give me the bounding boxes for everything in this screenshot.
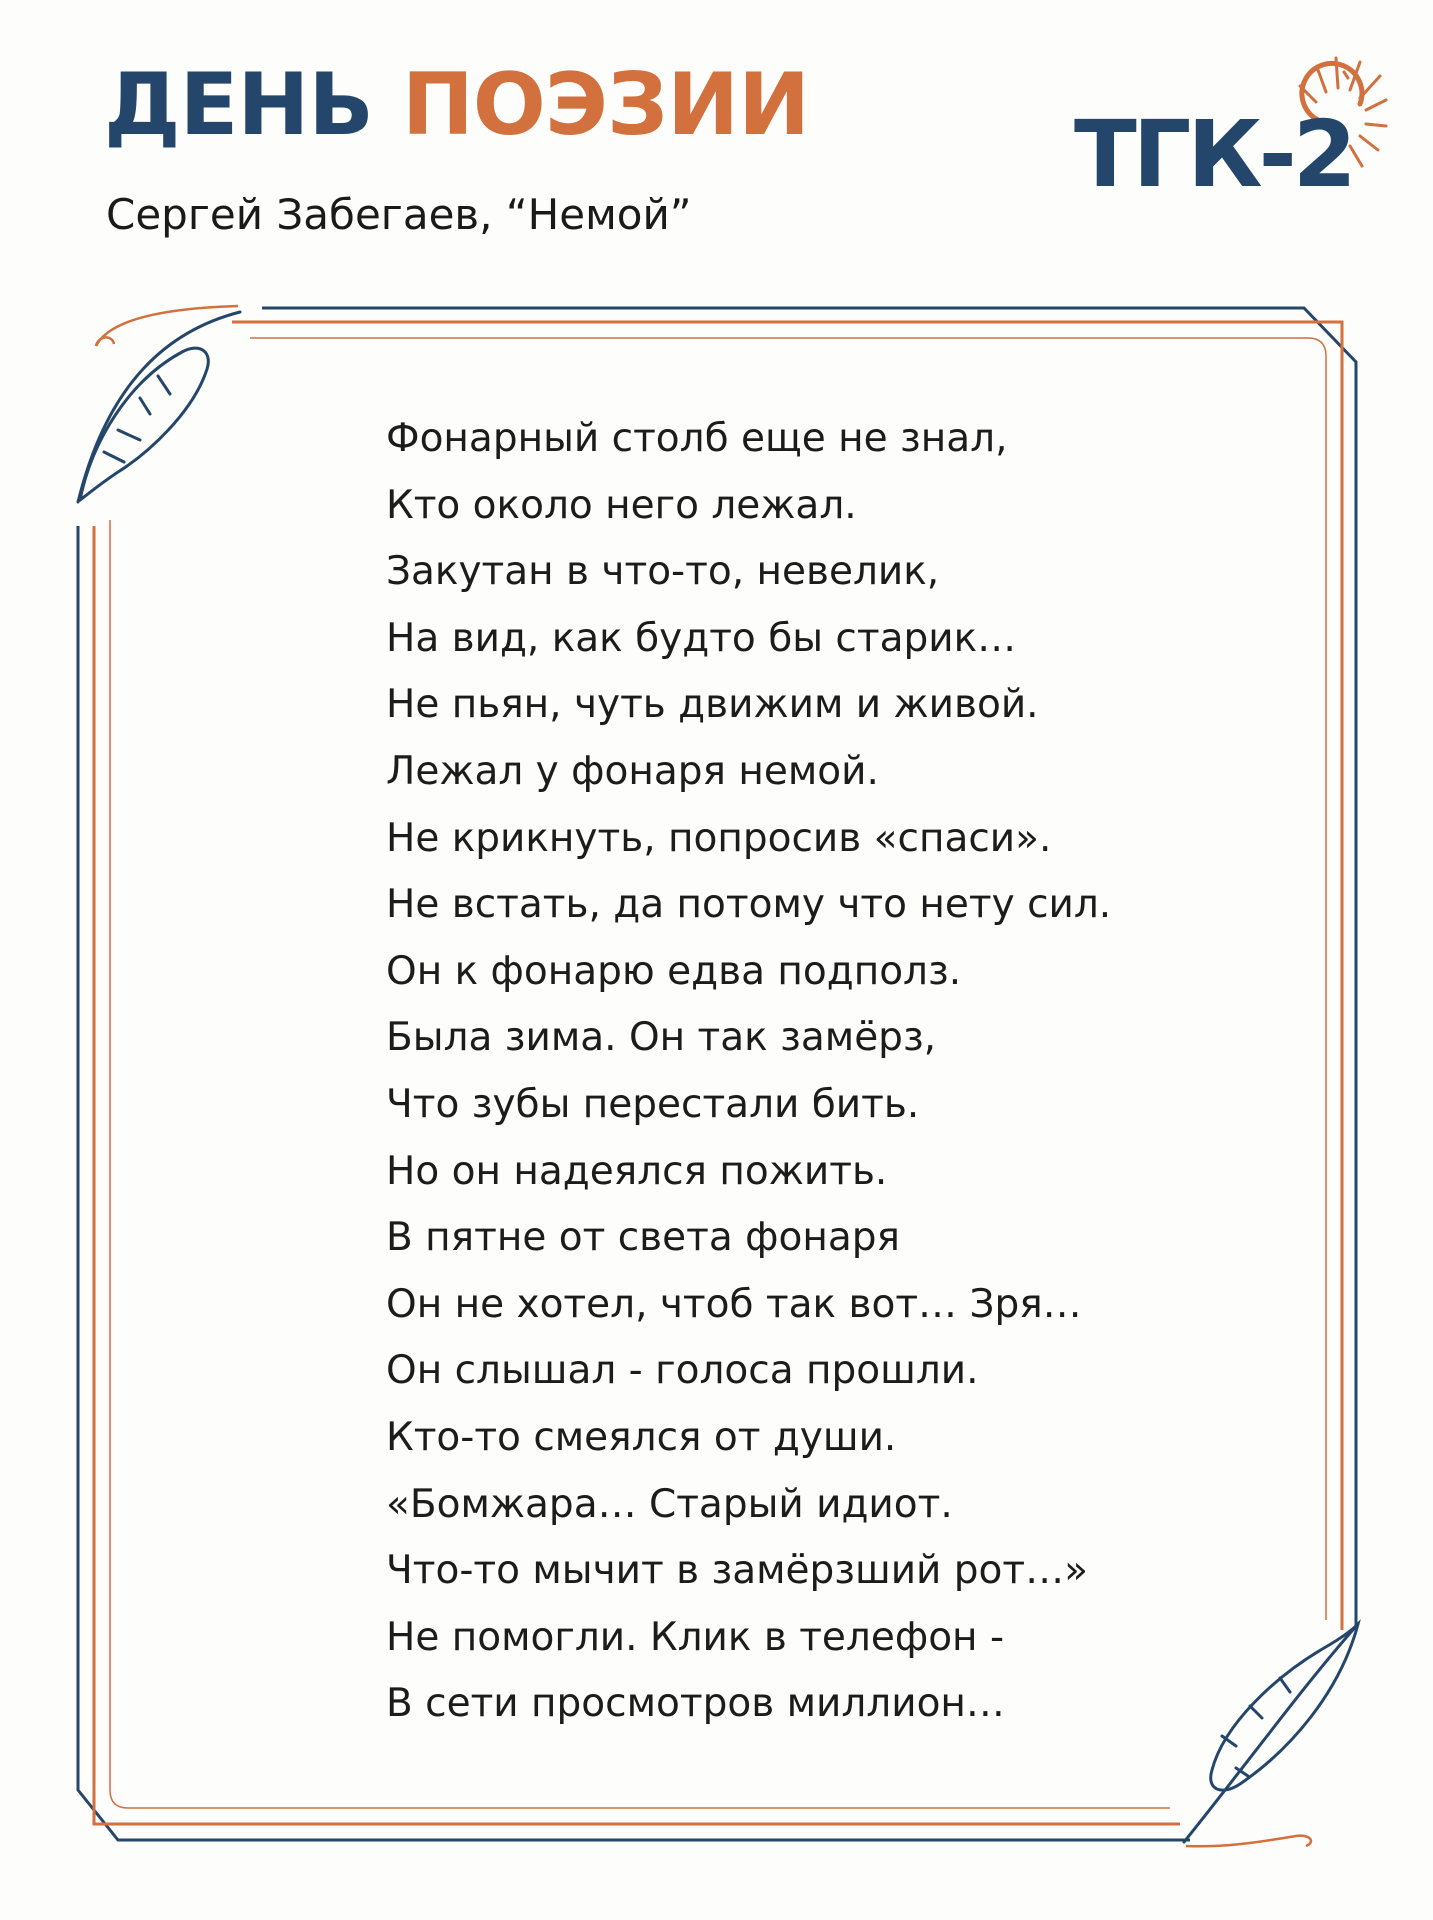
poem-line: Не пьян, чуть движим и живой.	[386, 682, 1039, 728]
poem-line: Фонарный столб еще не знал,	[386, 416, 1008, 461]
poem-line: Что зубы перестали бить.	[386, 1081, 920, 1127]
poem-line: Лежал у фонаря немой.	[386, 748, 879, 794]
feather-icon	[78, 312, 240, 502]
poem-line: Он к фонарю едва подполз.	[386, 948, 962, 994]
poem-line: «Бомжара… Старый идиот.	[386, 1481, 953, 1527]
poem-line: Не помогли. Клик в телефон -	[386, 1614, 1005, 1660]
poem-line: Не встать, да потому что нету сил.	[386, 882, 1112, 928]
poem-line: Не крикнуть, попросив «спаси».	[386, 815, 1052, 861]
poem-author-title: Сергей Забегаев, “Немой”	[106, 190, 692, 239]
poem-line: Кто около него лежал.	[386, 482, 857, 528]
page-title	[104, 55, 810, 155]
title-word-day: ДЕНЬ	[104, 55, 373, 155]
poem-line: Он слышал - голоса прошли.	[386, 1348, 979, 1394]
poem-line: На вид, как будто бы старик…	[386, 615, 1017, 661]
poem-line: Он не хотел, чтоб так вот… Зря…	[386, 1281, 1082, 1327]
poem-text	[386, 406, 1111, 1738]
poem-line: В сети просмотров миллион…	[386, 1681, 1005, 1727]
poem-line: Но он надеялся пожить.	[386, 1148, 888, 1194]
poem-line: Была зима. Он так замёрз,	[386, 1015, 937, 1061]
logo-text: ТГК-2	[1074, 101, 1353, 198]
feather-icon	[1184, 1624, 1358, 1842]
poem-line: Кто-то смеялся от души.	[386, 1414, 897, 1460]
title-word-poetry: ПОЭЗИИ	[401, 55, 810, 155]
poem-line: В пятне от света фонаря	[386, 1215, 900, 1261]
poem-line: Что-то мычит в замёрзший рот…»	[386, 1548, 1088, 1594]
tgk2-logo	[1068, 48, 1388, 198]
poem-line: Закутан в что-то, невелик,	[386, 549, 940, 595]
